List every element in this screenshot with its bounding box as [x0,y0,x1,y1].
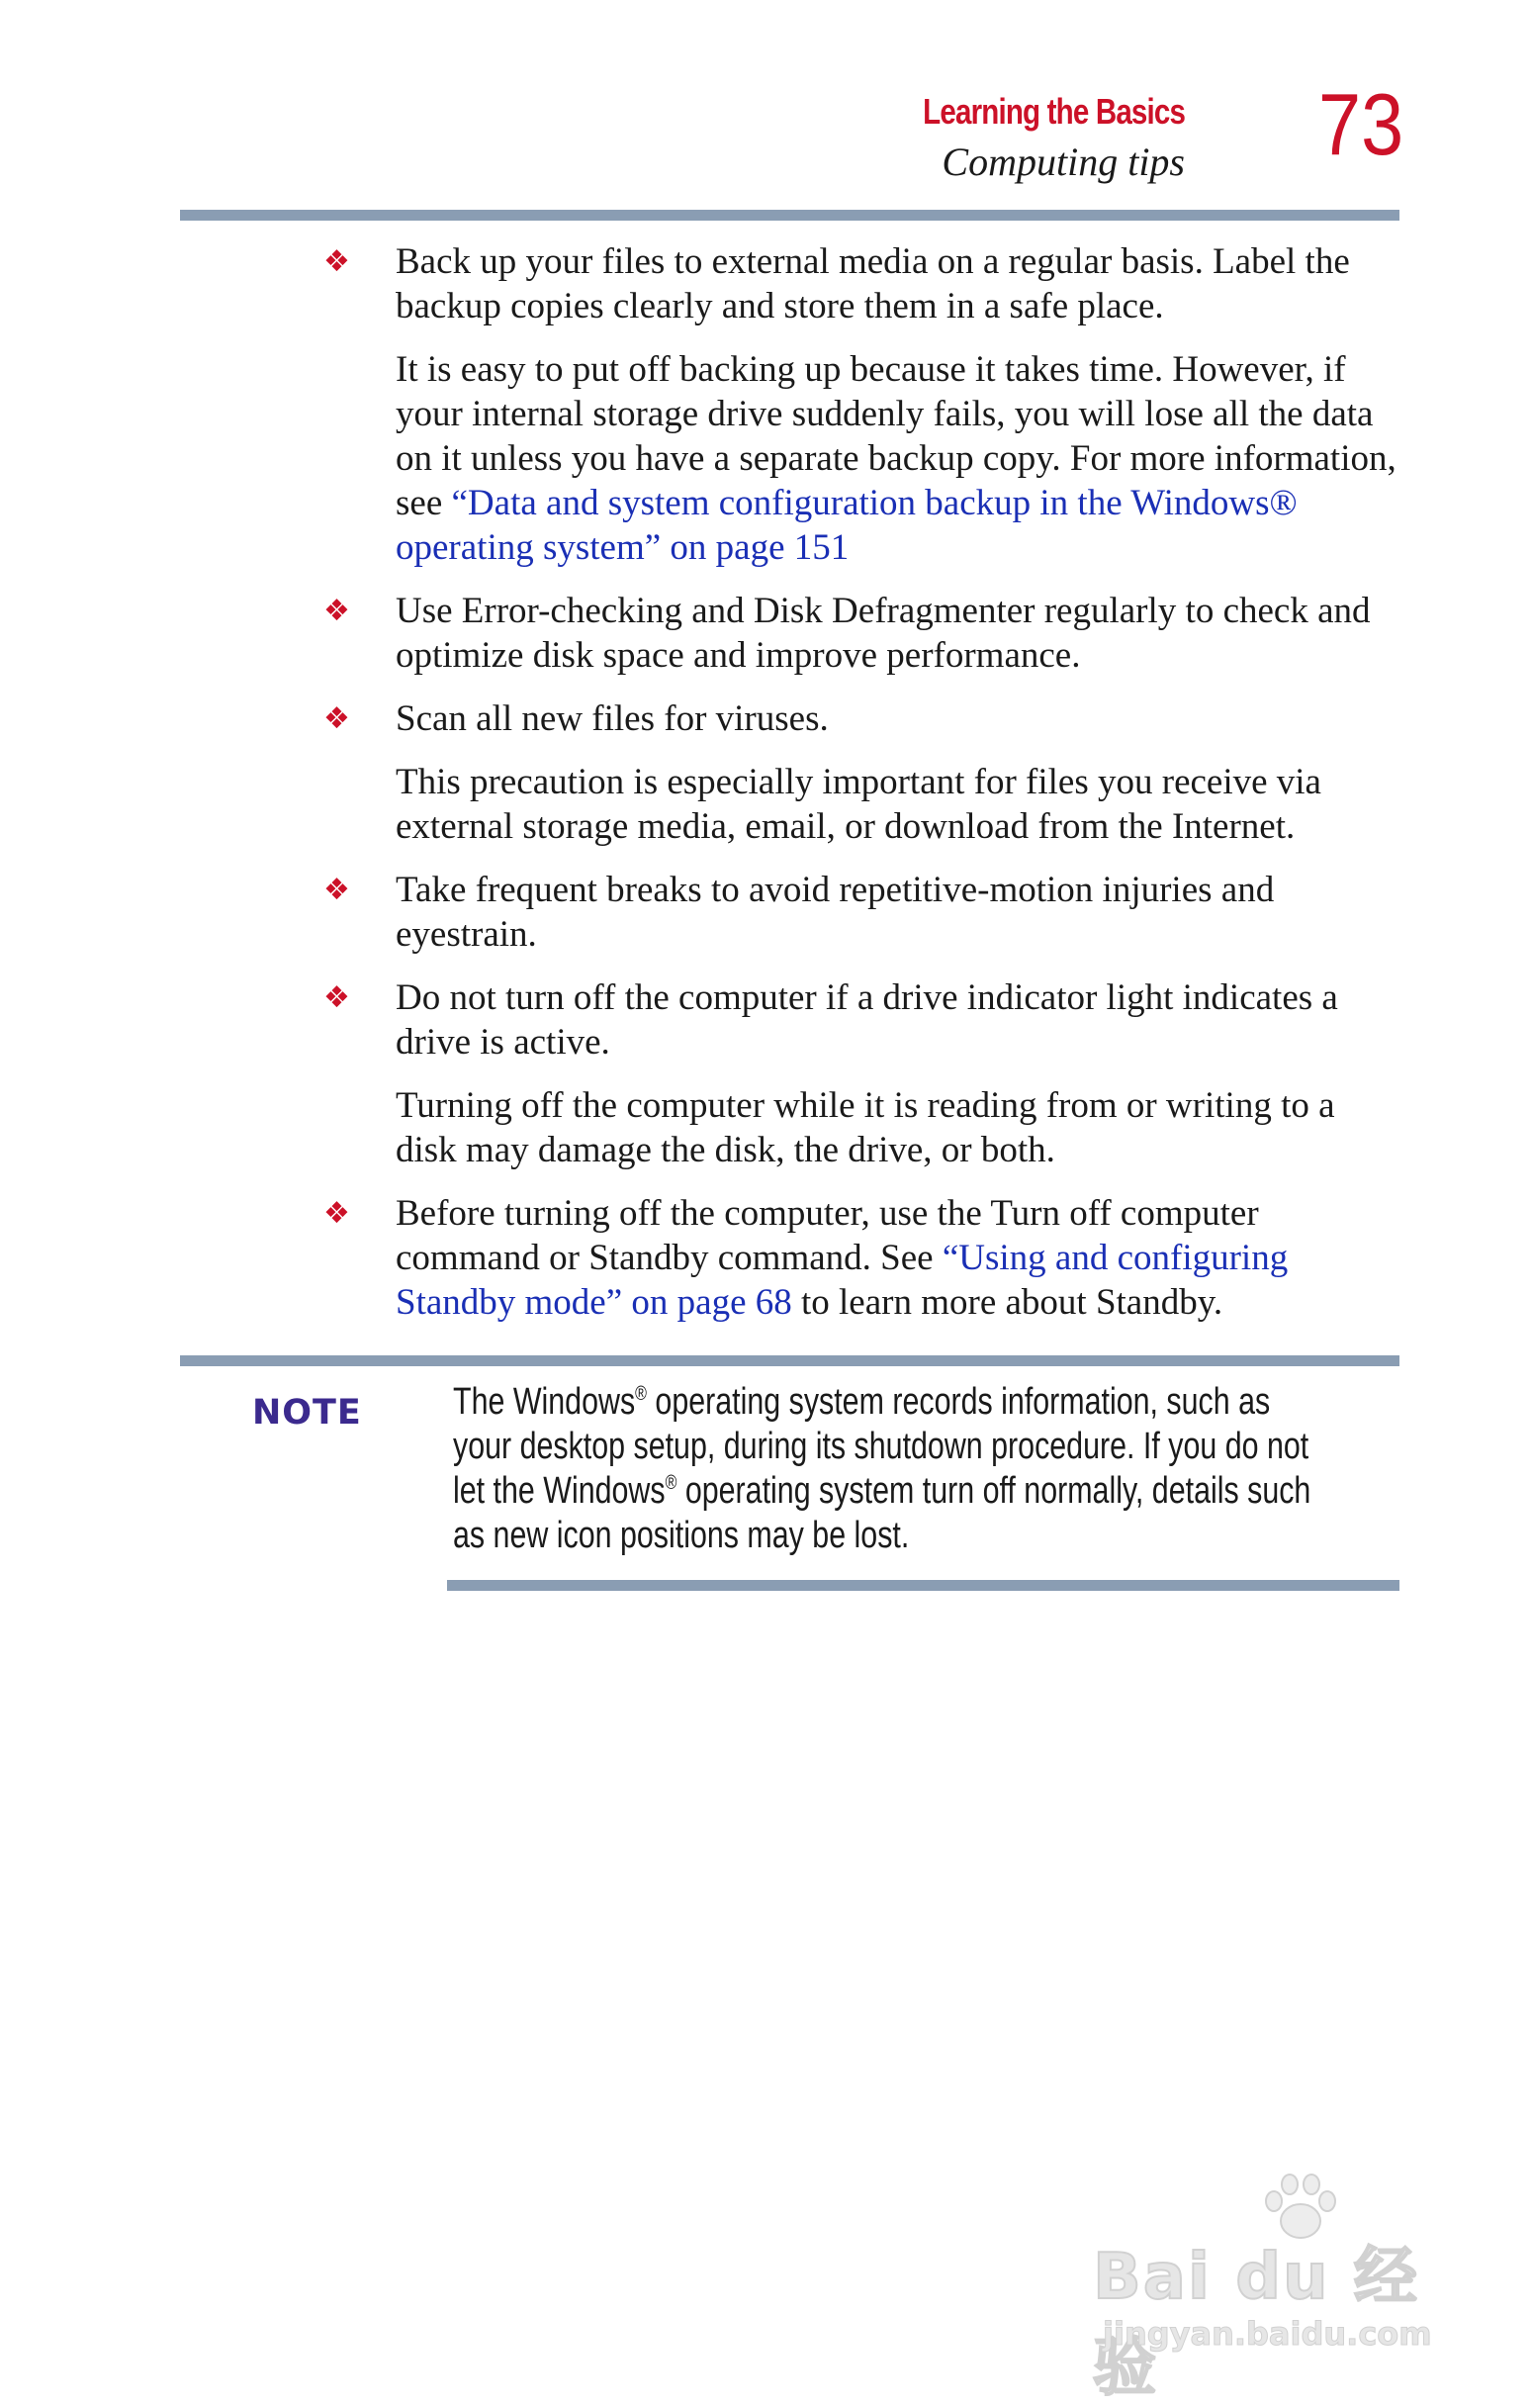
list-item [180,589,1399,678]
list-item [180,239,1399,328]
note-text-part: operating system turn off normally, details such as new icon positions may be lost. [453,1470,1311,1556]
section-title: Learning the Basics [923,91,1185,132]
watermark-brand: Bai du 经验 [1093,2241,1419,2405]
note-text-part: The Windows [453,1381,636,1423]
baidu-watermark [1083,2167,1459,2405]
item-paragraph: Turning off the computer while it is reading from or writing to a disk may damage the disk, the drive, or both. [396,1085,1335,1170]
paragraph-text: It is easy to put off backing up because it takes time. However, if your internal storage drive suddenly fails, you will lose all the data on it unless you have a separate backup copy. For more information, see [396,349,1396,523]
bullet-icon: ❖ [323,594,350,628]
registered-mark: ® [665,1472,677,1494]
standby-link[interactable]: “Using and configuring Standby mode” on page 68 [396,1238,1289,1323]
note-text-part: operating system records information, such as your desktop setup, during its shutdown procedure. If you do not let the Windows [453,1381,1309,1512]
list-item [180,868,1399,957]
list-item [180,1191,1399,1325]
note-text [453,1380,1323,1558]
backup-link[interactable]: “Data and system configuration backup in the Windows® operating system” on page 151 [396,483,1298,568]
bullet-icon: ❖ [323,1196,350,1231]
item-text: Take frequent breaks to avoid repetitive-motion injuries and eyestrain. [396,870,1275,955]
bullet-icon: ❖ [323,980,350,1015]
subsection-title: Computing tips [942,139,1185,184]
note-bottom-rule [447,1580,1399,1591]
item-text: Scan all new files for viruses. [396,698,829,739]
item-paragraph [180,347,1399,570]
header-rule [180,210,1399,221]
bullet-icon: ❖ [323,873,350,907]
list-item [180,975,1399,1065]
item-paragraph: This precaution is especially important for files you receive via external storage media, email, or download from the Internet. [396,762,1321,847]
item-text: Before turning off the computer, use the Turn off computer command or Standby command. See [396,1193,1259,1278]
registered-mark: ® [635,1383,647,1405]
page-number: 73 [1318,75,1404,173]
bullet-icon: ❖ [323,701,350,736]
note-top-rule [180,1355,1399,1366]
tips-list [180,239,1399,1343]
item-text: Back up your files to external media on a regular basis. Label the backup copies clearly and store them in a safe place. [396,241,1350,326]
item-text: Do not turn off the computer if a drive indicator light indicates a drive is active. [396,977,1338,1063]
item-text-tail: to learn more about Standby. [791,1282,1223,1323]
bullet-icon: ❖ [323,244,350,279]
list-item [180,696,1399,741]
watermark-url: jingyan.baidu.com [1103,2315,1432,2353]
item-text: Use Error-checking and Disk Defragmenter regularly to check and optimize disk space and improve performance. [396,591,1371,676]
note-label: NOTE [252,1393,362,1433]
